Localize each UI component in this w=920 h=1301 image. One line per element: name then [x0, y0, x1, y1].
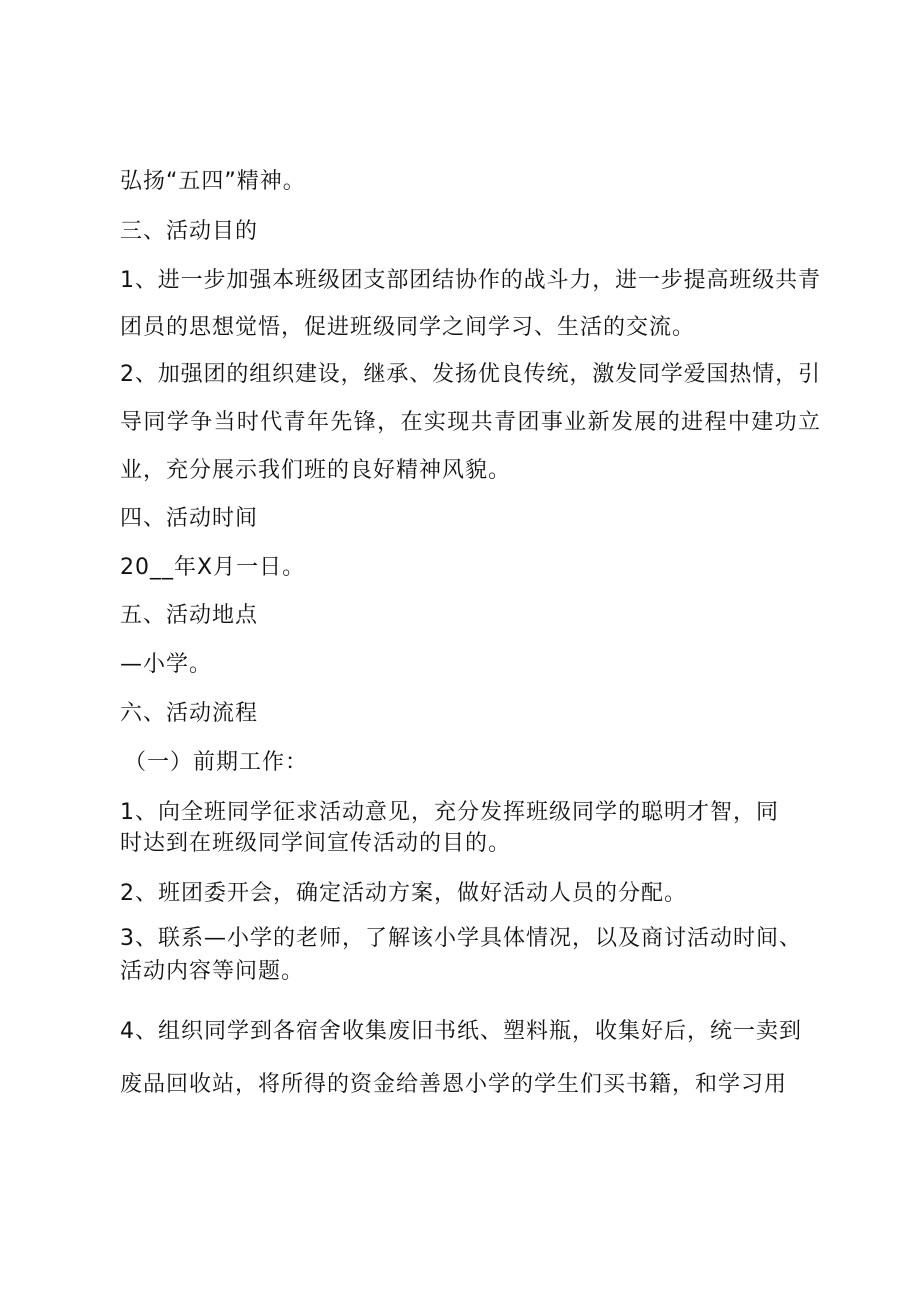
paragraph-line: 时达到在班级同学间宣传活动的目的。	[120, 831, 512, 856]
section-heading-location: 五、活动地点	[120, 603, 259, 628]
paragraph-line: 2、加强团的组织建设，继承、发扬优良传统，激发同学爱国热情，引	[120, 362, 820, 387]
section-heading-process: 六、活动流程	[120, 701, 259, 726]
paragraph-line: 活动内容等问题。	[120, 959, 305, 984]
paragraph-line: 20__年X月一日。	[120, 555, 306, 580]
paragraph-line: 弘扬“五四”精神。	[120, 169, 306, 194]
paragraph-line: 4、组织同学到各宿舍收集废旧书纸、塑料瓶，收集好后，统一卖到	[120, 1019, 802, 1044]
paragraph-line: —小学。	[120, 652, 213, 677]
paragraph-line: 业，充分展示我们班的良好精神风貌。	[120, 458, 512, 483]
paragraph-line: 1、向全班同学征求活动意见，充分发挥班级同学的聪明才智，同	[120, 800, 779, 825]
section-heading-time: 四、活动时间	[120, 506, 259, 531]
section-heading-purpose: 三、活动目的	[120, 219, 259, 244]
paragraph-line: 3、联系—小学的老师，了解该小学具体情况，以及商讨活动时间、	[120, 926, 802, 951]
subsection-heading: （一）前期工作：	[124, 750, 309, 775]
paragraph-line: 2、班团委开会，确定活动方案，做好活动人员的分配。	[120, 881, 687, 906]
paragraph-line: 1、进一步加强本班级团支部团结协作的战斗力，进一步提高班级共青	[120, 268, 820, 293]
paragraph-line: 团员的思想觉悟，促进班级同学之间学习、生活的交流。	[120, 315, 696, 340]
paragraph-line: 废品回收站，将所得的资金给善恩小学的学生们买书籍，和学习用	[120, 1072, 788, 1097]
paragraph-line: 导同学争当时代青年先锋，在实现共青团事业新发展的进程中建功立	[120, 410, 820, 435]
